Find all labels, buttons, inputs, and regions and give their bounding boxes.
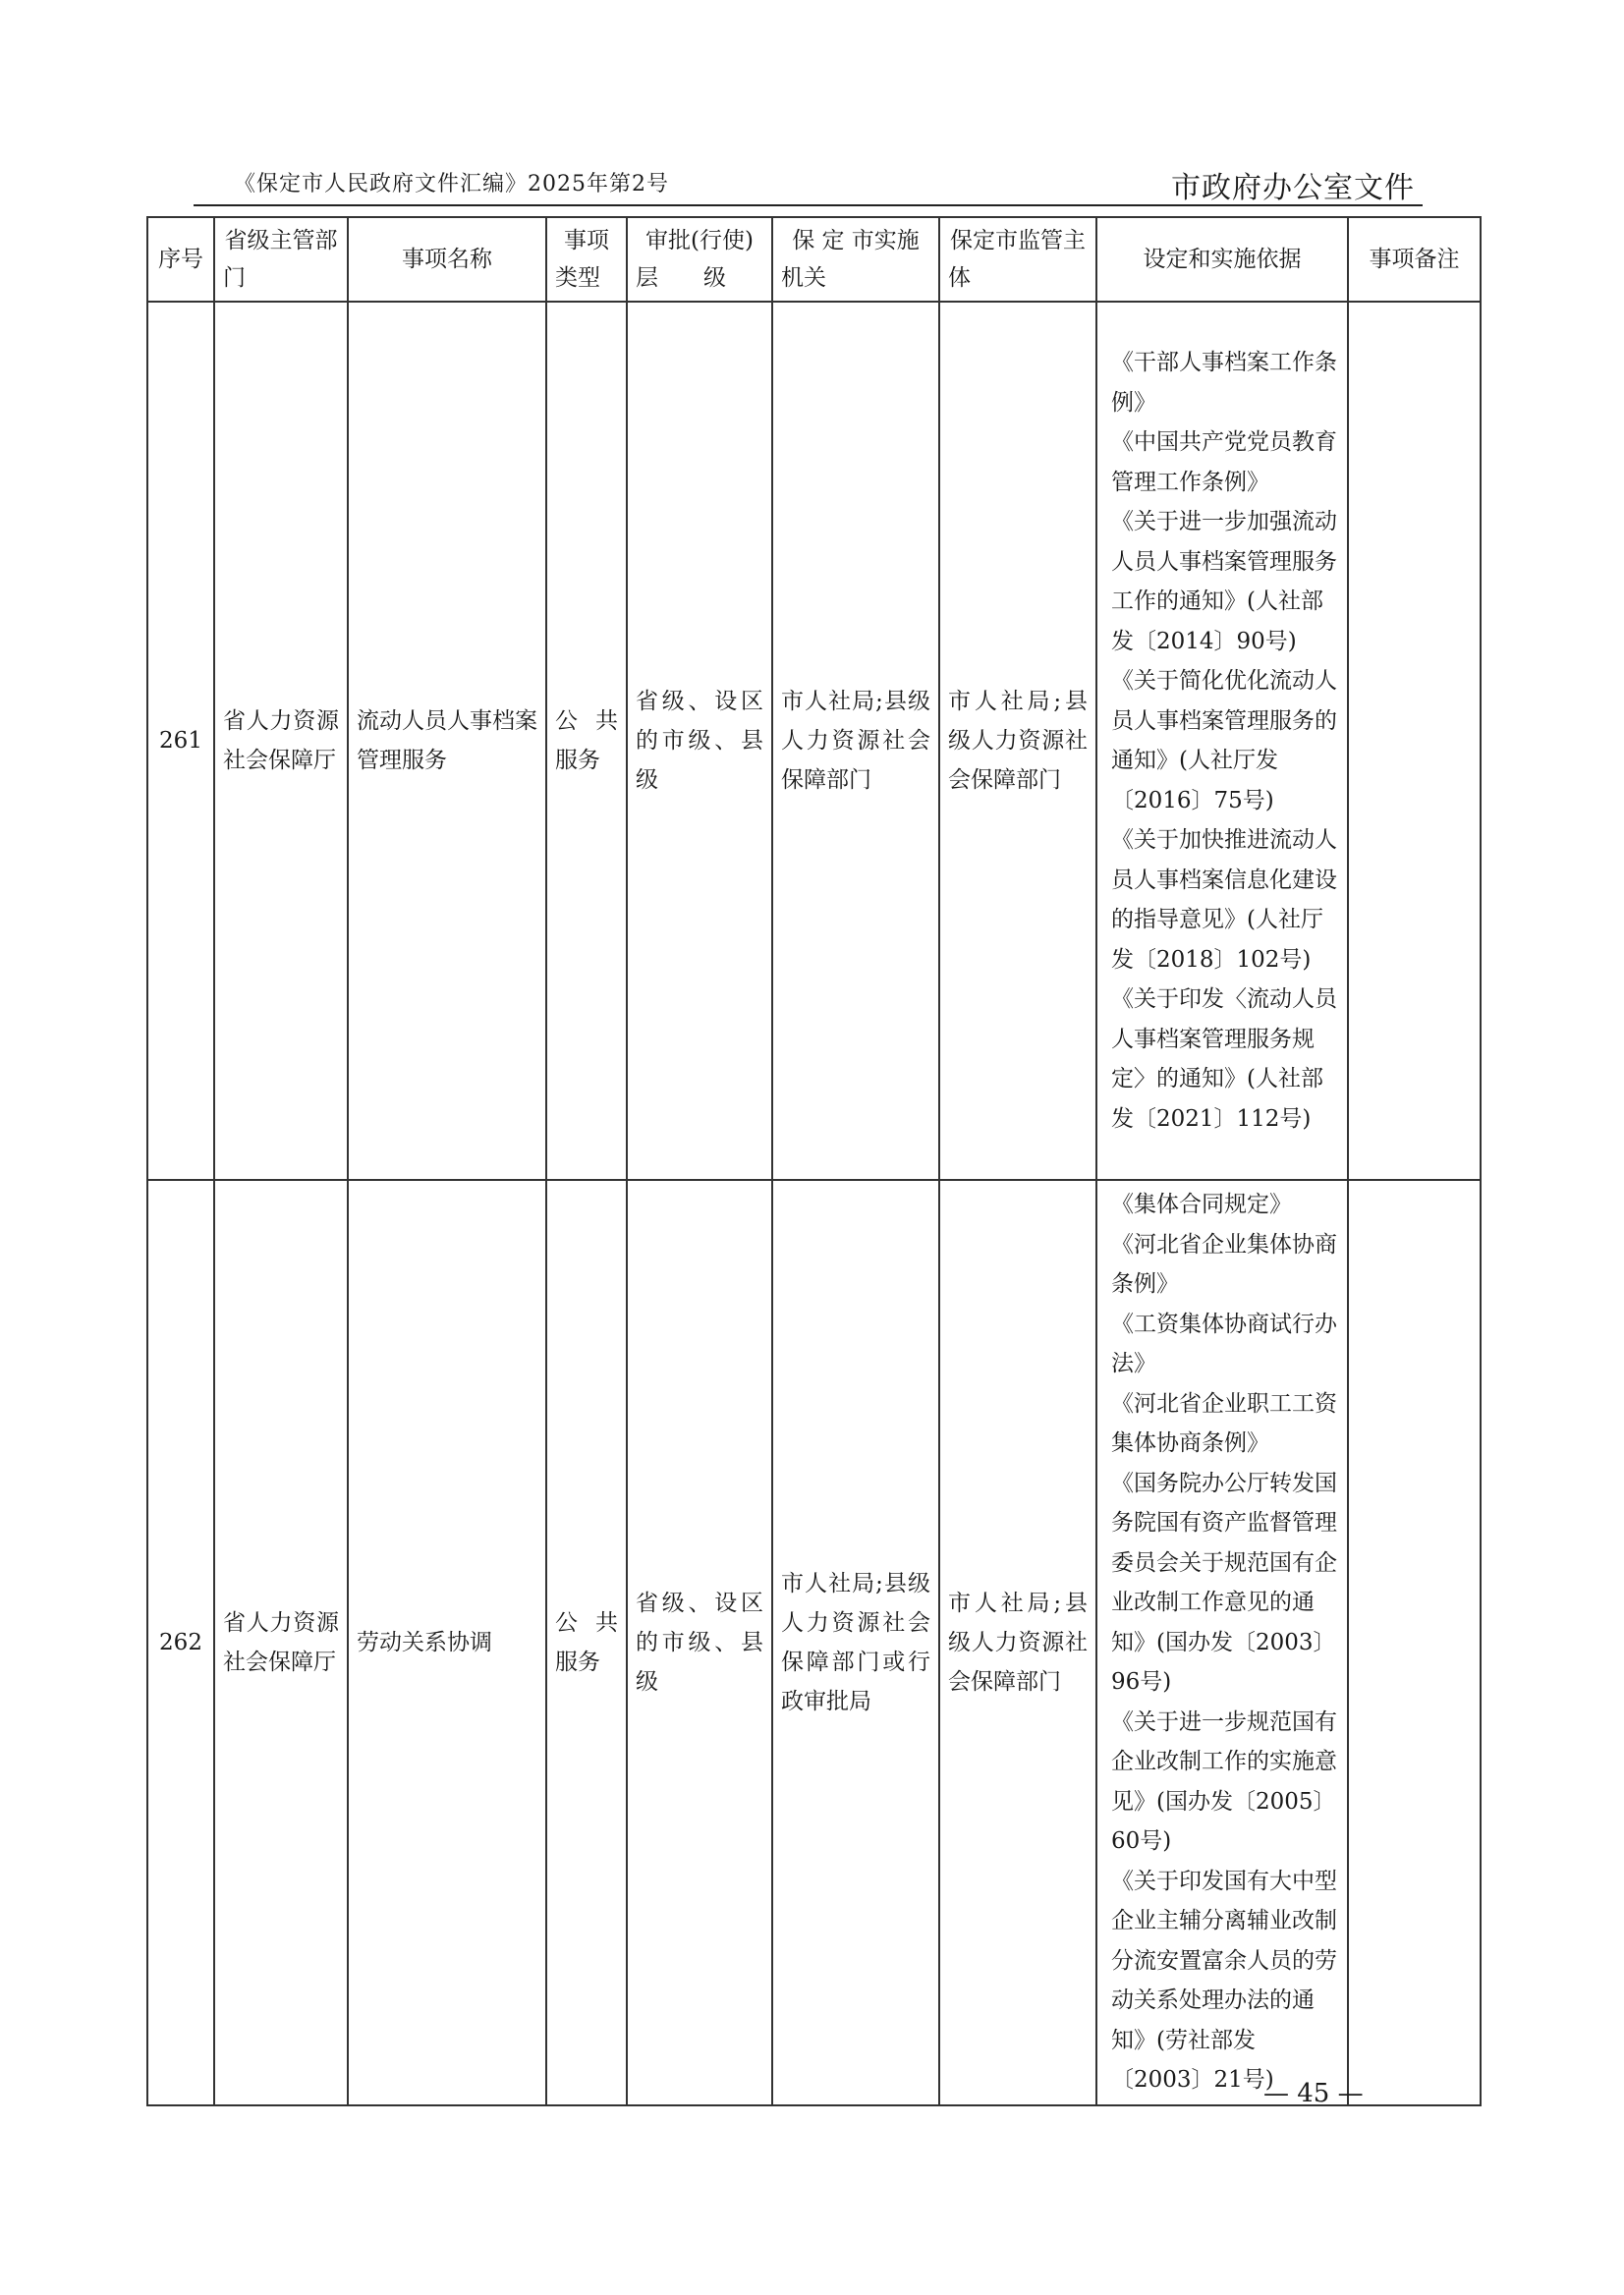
basis-item: 《关于进一步规范国有企业改制工作的实施意见》(国办发〔2005〕60号) [1111,1708,1337,1854]
row-supervisor: 市人社局;县级人力资源社会保障部门 [939,1180,1096,2105]
header-level: 审批(行使)层 级 [627,217,772,302]
header-type: 事项类型 [546,217,627,302]
header-supervisor: 保定市监管主体 [939,217,1096,302]
header-divider [194,204,1423,206]
publication-title: 《保定市人民政府文件汇编》2025年第2号 [234,172,669,196]
table-row [147,1180,1481,2105]
row-supervisor: 市人社局;县级人力资源社会保障部门 [939,302,1096,1180]
header-dept: 省级主管部 门 [214,217,348,302]
header-seq: 序号 [147,217,214,302]
row-name: 劳动关系协调 [348,1180,546,2105]
row-agency: 市人社局;县级人力资源社会保障部门或行政审批局 [772,1180,939,2105]
header-basis: 设定和实施依据 [1096,217,1348,302]
row-type: 公共服务 [546,302,627,1180]
row-seq: 261 [147,302,214,1180]
document-category: 市政府办公室文件 [1171,171,1415,205]
basis-item: 《河北省企业集体协商条例》 [1111,1231,1337,1297]
basis-item: 《河北省企业职工工资集体协商条例》 [1111,1390,1337,1456]
row-agency: 市人社局;县级人力资源社会保障部门 [772,302,939,1180]
table-row [147,302,1481,1180]
row-seq: 262 [147,1180,214,2105]
row-type: 公共服务 [546,1180,627,2105]
row-level: 省级、设区的市级、县级 [627,302,772,1180]
basis-item: 《关于印发〈流动人员人事档案管理服务规定〉的通知》(人社部发〔2021〕112号) [1111,986,1337,1132]
row-basis [1096,1180,1348,2105]
header-name: 事项名称 [348,217,546,302]
basis-item: 《国务院办公厅转发国务院国有资产监督管理委员会关于规范国有企业改制工作意见的通知》(国办发〔2003〕96号) [1111,1470,1337,1695]
basis-item: 《关于加快推进流动人员人事档案信息化建设的指导意见》(人社厅发〔2018〕102号) [1111,827,1337,973]
header-remark: 事项备注 [1348,217,1481,302]
row-level: 省级、设区的市级、县级 [627,1180,772,2105]
page-number: — 45 — [1263,2079,1364,2108]
basis-item: 《工资集体协商试行办法》 [1111,1311,1337,1376]
basis-item: 《关于简化优化流动人员人事档案管理服务的通知》(人社厅发〔2016〕75号) [1111,668,1337,813]
basis-item: 《关于进一步加强流动人员人事档案管理服务工作的通知》(人社部发〔2014〕90号) [1111,509,1337,654]
row-dept: 省人力资源社会保障厅 [214,1180,348,2105]
row-name: 流动人员人事档案管理服务 [348,302,546,1180]
items-table [146,216,1482,2106]
row-dept: 省人力资源社会保障厅 [214,302,348,1180]
basis-item: 《集体合同规定》 [1111,1192,1292,1217]
basis-item: 《干部人事档案工作条例》 [1111,350,1337,416]
basis-item: 《中国共产党党员教育管理工作条例》 [1111,429,1337,495]
table-header-row [147,217,1481,302]
basis-item: 《关于印发国有大中型企业主辅分离辅业改制分流安置富余人员的劳动关系处理办法的通知》(劳社部发〔2003〕21号) [1111,1868,1337,2093]
row-basis [1096,302,1348,1180]
header-agency: 保 定 市实施机关 [772,217,939,302]
row-remark [1348,302,1481,1180]
row-remark [1348,1180,1481,2105]
